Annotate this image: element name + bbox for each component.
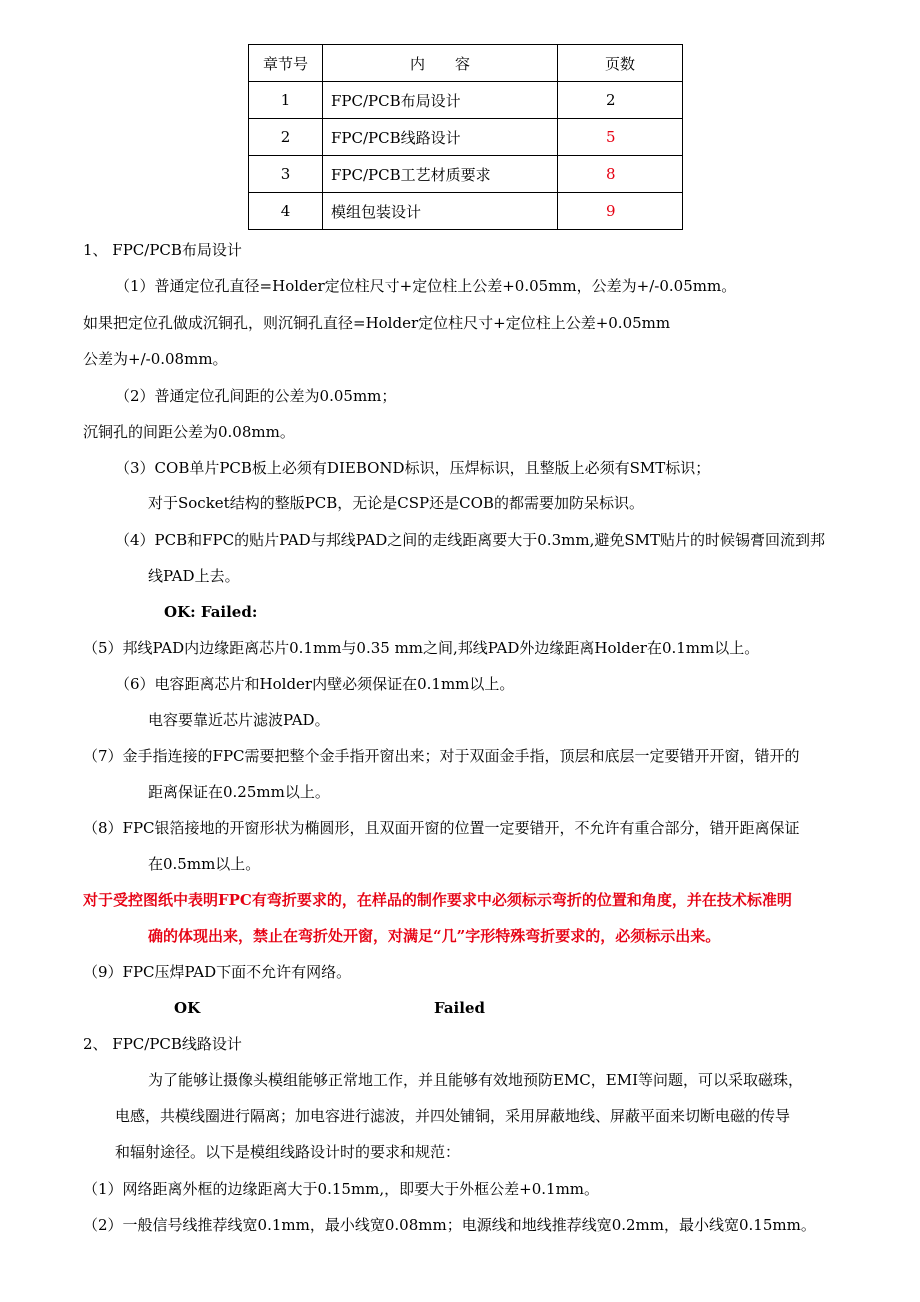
paragraph-line: 对于Socket结构的整版PCB，无论是CSP还是COB的都需要加防呆标识。 bbox=[148, 494, 644, 512]
toc-header-pages: 页数 bbox=[558, 45, 683, 82]
section-1-heading: 1、 FPC/PCB布局设计 bbox=[83, 241, 242, 259]
ok-failed-label: OK: Failed: bbox=[164, 603, 258, 621]
toc-page: 9 bbox=[558, 193, 683, 230]
warning-line: 确的体现出来，禁止在弯折处开窗，对满足“几”字形特殊弯折要求的，必须标示出来。 bbox=[148, 927, 721, 945]
paragraph-line: （7）金手指连接的FPC需要把整个金手指开窗出来；对于双面金手指，顶层和底层一定要错开开窗，错开的 bbox=[83, 747, 800, 765]
paragraph-line: 沉铜孔的间距公差为0.08mm。 bbox=[83, 423, 295, 441]
toc-num: 3 bbox=[249, 156, 323, 193]
toc-row bbox=[249, 156, 683, 193]
toc-title: FPC/PCB线路设计 bbox=[323, 119, 558, 156]
toc-row bbox=[249, 119, 683, 156]
paragraph-line: （1）普通定位孔直径=Holder定位柱尺寸+定位柱上公差+0.05mm，公差为+/-0.05mm。 bbox=[115, 277, 737, 295]
toc-page: 2 bbox=[558, 82, 683, 119]
toc-table bbox=[248, 44, 683, 230]
toc-row bbox=[249, 82, 683, 119]
toc-title: FPC/PCB布局设计 bbox=[323, 82, 558, 119]
warning-line: 对于受控图纸中表明FPC有弯折要求的，在样品的制作要求中必须标示弯折的位置和角度，并在技术标准明 bbox=[83, 891, 792, 909]
toc-header-content: 内 容 bbox=[323, 45, 558, 82]
toc-num: 2 bbox=[249, 119, 323, 156]
toc-header-row bbox=[249, 45, 683, 82]
paragraph-line: （9）FPC压焊PAD下面不允许有网络。 bbox=[83, 963, 352, 981]
paragraph-line: 线PAD上去。 bbox=[148, 567, 240, 585]
paragraph-line: （1）网络距离外框的边缘距离大于0.15mm,，即要大于外框公差+0.1mm。 bbox=[83, 1180, 600, 1198]
section-2-heading: 2、 FPC/PCB线路设计 bbox=[83, 1035, 242, 1053]
paragraph-line: （8）FPC银箔接地的开窗形状为椭圆形，且双面开窗的位置一定要错开，不允许有重合部分，错开距离保证 bbox=[83, 819, 800, 837]
paragraph-line: 电容要靠近芯片滤波PAD。 bbox=[148, 711, 330, 729]
toc-header-chapter: 章节号 bbox=[249, 45, 323, 82]
paragraph-line: （2）一般信号线推荐线宽0.1mm，最小线宽0.08mm；电源线和地线推荐线宽0.2mm，最小线宽0.15mm。 bbox=[83, 1216, 816, 1234]
paragraph-line: 和辐射途径。以下是模组线路设计时的要求和规范： bbox=[115, 1143, 461, 1161]
paragraph-line: （5）邦线PAD内边缘距离芯片0.1mm与0.35 mm之间,邦线PAD外边缘距离Holder在0.1mm以上。 bbox=[83, 639, 760, 657]
toc-title: FPC/PCB工艺材质要求 bbox=[323, 156, 558, 193]
paragraph-line: 电感，共模线圈进行隔离；加电容进行滤波，并四处铺铜，采用屏蔽地线、屏蔽平面来切断电磁的传导 bbox=[115, 1107, 791, 1125]
toc-title: 模组包装设计 bbox=[323, 193, 558, 230]
paragraph-line: 为了能够让摄像头模组能够正常地工作，并且能够有效地预防EMC，EMI等问题，可以采取磁珠， bbox=[148, 1071, 804, 1089]
paragraph-line: 公差为+/-0.08mm。 bbox=[83, 350, 228, 368]
toc-page: 8 bbox=[558, 156, 683, 193]
toc-page: 5 bbox=[558, 119, 683, 156]
toc-num: 4 bbox=[249, 193, 323, 230]
paragraph-line: （4）PCB和FPC的贴片PAD与邦线PAD之间的走线距离要大于0.3mm,避免SMT贴片的时候锡膏回流到邦 bbox=[115, 531, 825, 549]
toc-row bbox=[249, 193, 683, 230]
paragraph-line: 如果把定位孔做成沉铜孔，则沉铜孔直径=Holder定位柱尺寸+定位柱上公差+0.05mm bbox=[83, 314, 671, 332]
toc-num: 1 bbox=[249, 82, 323, 119]
failed-label: Failed bbox=[434, 999, 485, 1017]
paragraph-line: （2）普通定位孔间距的公差为0.05mm； bbox=[115, 387, 397, 405]
paragraph-line: 在0.5mm以上。 bbox=[148, 855, 261, 873]
paragraph-line: （6）电容距离芯片和Holder内壁必须保证在0.1mm以上。 bbox=[115, 675, 515, 693]
paragraph-line: 距离保证在0.25mm以上。 bbox=[148, 783, 330, 801]
ok-label: OK bbox=[174, 999, 201, 1017]
paragraph-line: （3）COB单片PCB板上必须有DIEBOND标识，压焊标识，且整版上必须有SMT标识； bbox=[115, 459, 711, 477]
